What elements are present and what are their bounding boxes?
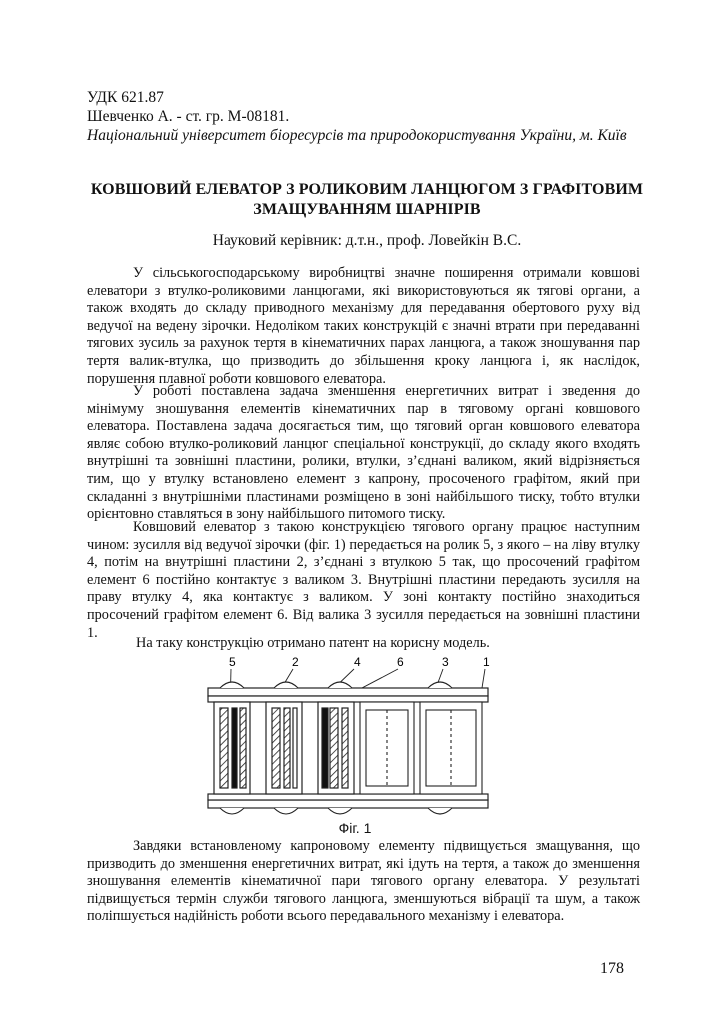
udk-code: УДК 621.87 [87,89,164,106]
body-paragraph: Завдяки встановленому капроновому елементу підвищується змащування, що призводить до зменшення енергетичних витрат, які ідуть на тертя, а також до зменшення зношування елементів кінематичної пари тягового органу елеватора. У результаті підвищується термін служби тягового ланцюга, зменшуються вібрації та шум, а також поліпшується надійність роботи всього передавального механізму і елеватора. [87,838,640,925]
body-paragraph: Ковшовий елеватор з такою конструкцією тягового органу працює наступним чином: зусилля від ведучої зірочки (фіг. 1) передається на ролик 5, з якого – на ліву втулку 4, потім на внутрішні пластини 2, з’єднані з втулкою 5 так, що просочений графітом елемент 6 постійно контактує з валиком 3. Внутрішні пластини передають зусилля на праву втулку 4, яка контактує з валиком. У зоні контакту постійно знаходиться просочений графітом елемент 6. Від валика 3 зусилля передається на зовнішні пластини 1. [87,519,640,641]
paper-title: КОВШОВИЙ ЕЛЕВАТОР З РОЛИКОВИМ ЛАНЦЮГОМ З ГРАФІТОВИМ ЗМАЩУВАННЯМ ШАРНІРІВ [90,181,644,218]
body-paragraph: У роботі поставлена задача зменшення енергетичних витрат і зведення до мінімуму зношування елементів кінематичних пар в тяговому органі ковшового елеватора. Поставлена задача досягається тим, що тяговий орган ковшового елеватора являє собою втулко-роликовий ланцюг спеціальної конструкції, до складу якого входять внутрішні та зовнішні пластини, ролики, втулки, з’єднані валиком, який відрізняється тим, що у втулку встановлено елемент з капрону, просоченого графітом, який при складанні з внутрішніми пластинами розміщено в зоні найбільшого тиску, тобто втулки орієнтовно ставляться в зону найбільшого питомого тиску. [87,383,640,523]
label-5: 5 [229,655,236,669]
chain-drawing [200,652,500,824]
supervisor-line: Науковий керівник: д.т.н., проф. Ловейкін В.С. [212,232,522,249]
label-1: 1 [483,655,490,669]
page-number: 178 [600,960,624,977]
body-paragraph: У сільськогосподарському виробництві значне поширення отримали ковшові елеватори з втулко-роликовими ланцюгами, які використовуються як тягові органи, а також входять до складу приводного механізму для передавання обертового руху від ведучої на ведену зірочки. Недоліком таких конструкцій є значні втрати при передаванні тягових зусиль за рахунок тертя в кінематичних парах ланцюга, а також зношування пар тертя валик-втулка, що призводить до збільшення кроку ланцюга і, як наслідок, порушення плавної роботи ковшового елеватора. [87,265,640,387]
label-3: 3 [442,655,449,669]
label-2: 2 [292,655,299,669]
header-block [87,88,647,145]
author-line: Шевченко А. - ст. гр. М-08181. [87,108,290,125]
affiliation: Національний університет біоресурсів та природокористування України, м. Київ [87,127,627,144]
figure-caption: Фіг. 1 [338,820,372,836]
label-4: 4 [354,655,361,669]
label-6: 6 [397,655,404,669]
chain-figure [200,652,500,824]
patent-note: На таку конструкцію отримано патент на корисну модель. [136,635,490,651]
